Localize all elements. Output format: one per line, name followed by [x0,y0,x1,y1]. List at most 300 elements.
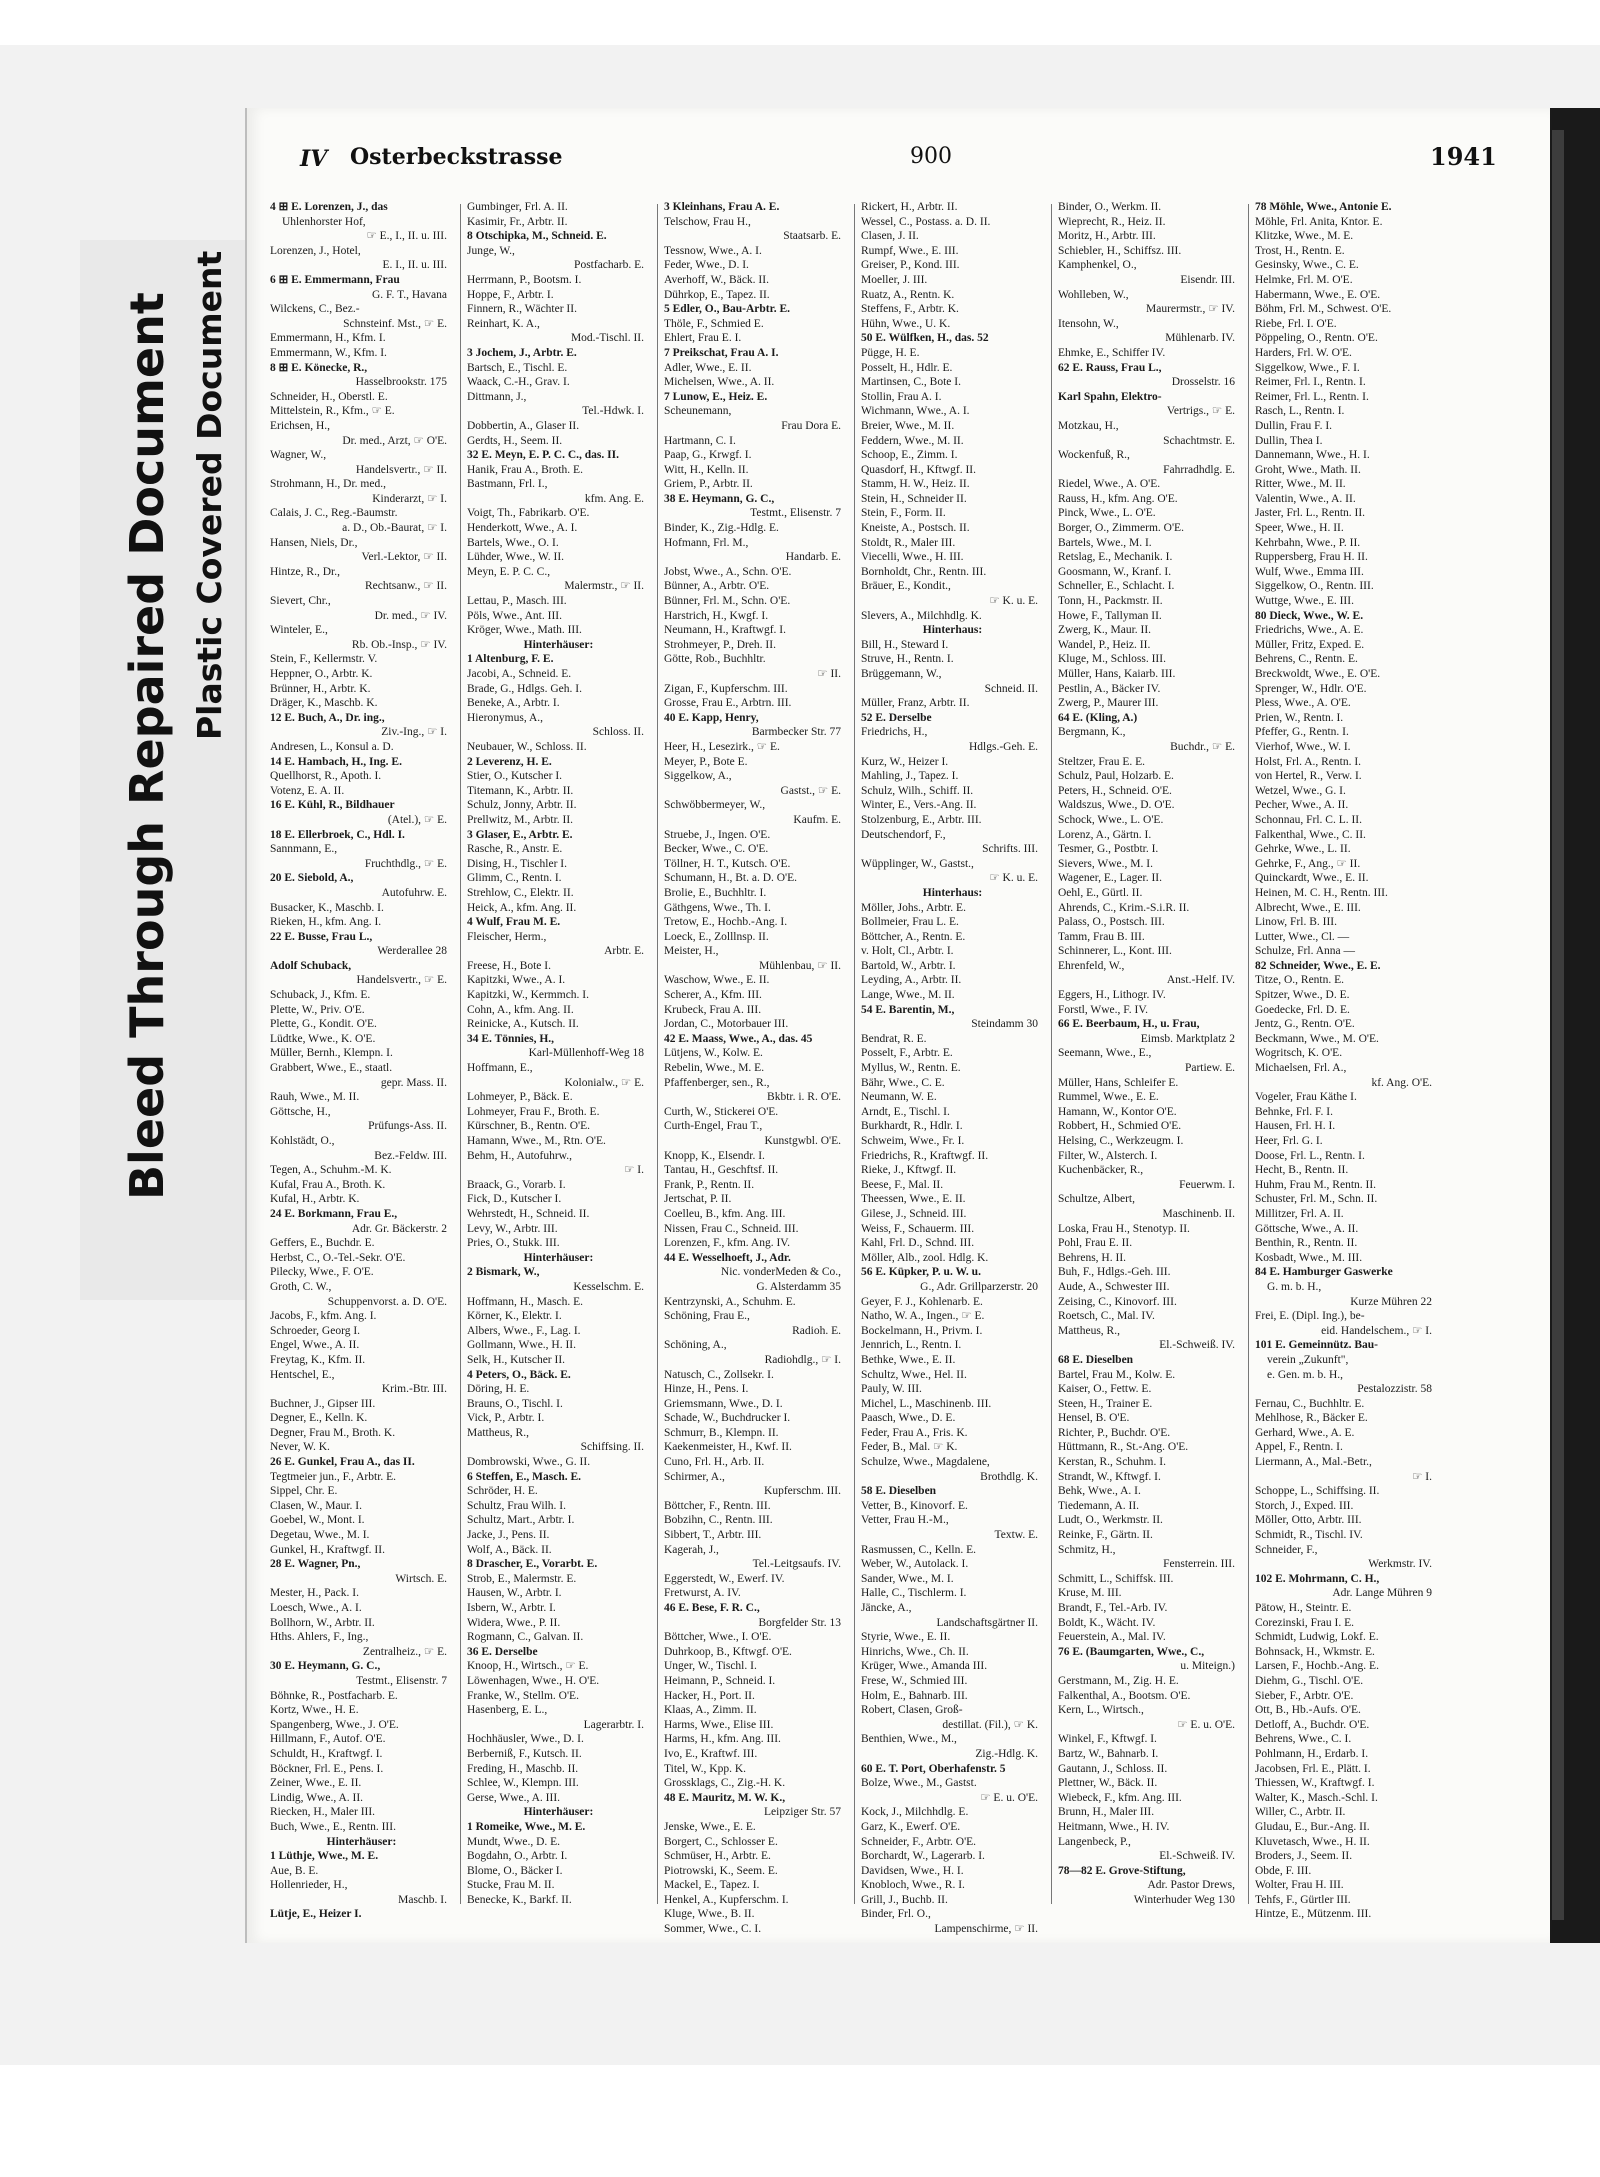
resident-entry: Schulze, Wwe., Magdalene, [861,1456,990,1469]
house-number-entry: 8 ⊞ E. Könecke, R., [270,361,368,374]
resident-entry: Brüggemann, W., [861,668,942,680]
resident-entry: Duhrkoop, B., Kftwgf. O'E. [664,1645,792,1658]
resident-entry: Greiser, P., Kond. III. [861,259,960,272]
resident-entry: Waschow, Wwe., E. II. [664,974,770,987]
resident-entry: Falkenthal, A., Bootsm. O'E. [1058,1689,1191,1702]
resident-entry: Michaelsen, Frl. A., [1255,1062,1347,1075]
resident-entry: Stoldt, R., Maler III. [861,536,956,549]
resident-entry: Behnke, Frl. F. I. [1255,1105,1333,1118]
resident-entry: Wockenfuß, R., [1058,449,1130,462]
resident-entry: Schneid. II. [984,682,1038,695]
resident-entry: Uhlenhorster Hof, [282,215,366,228]
resident-entry: Blome, O., Bäcker I. [467,1864,563,1877]
resident-entry: El.-Schweiß. IV. [1159,1339,1235,1352]
resident-entry: Bez.-Feldw. III. [374,1149,447,1162]
resident-entry: Pöls, Wwe., Ant. III. [467,609,562,622]
resident-entry: Bünner, A., Arbtr. O'E. [664,580,770,593]
resident-entry: Lorenz, A., Gärtn. I. [1058,828,1152,841]
resident-entry: Ruatz, A., Rentn. K. [861,288,955,301]
resident-entry: Borger, O., Zimmerm. O'E. [1058,522,1184,535]
resident-entry: Winkel, F., Kftwgf. I. [1058,1733,1157,1746]
resident-entry: Roetsch, C., Mal. IV. [1058,1310,1155,1323]
resident-entry: Kerstan, R., Schuhm. I. [1058,1456,1166,1469]
resident-entry: Verl.-Lektor, ☞ II. [361,551,447,564]
resident-entry: Votenz, E. A. II. [270,784,345,797]
resident-entry: Engel, Wwe., A. II. [270,1339,360,1352]
resident-entry: Rumpf, Wwe., E. III. [861,244,959,257]
resident-entry: Mester, H., Pack. I. [270,1587,359,1600]
resident-entry: Schiffsing. II. [580,1441,644,1454]
resident-entry: Kock, J., Milchhdlg. E. [861,1806,969,1819]
resident-entry: Rb. Ob.-Insp., ☞ IV. [351,638,447,651]
resident-entry: Riebe, Frl. I. O'E. [1255,317,1337,330]
house-number-entry: 84 E. Hamburger Gaswerke [1255,1266,1393,1279]
resident-entry: Wiebeck, F., kfm. Ang. III. [1058,1791,1182,1804]
resident-entry: Bohnsack, H., Wkmstr. E. [1255,1645,1375,1658]
resident-entry: Wandel, P., Heiz. II. [1058,638,1151,651]
resident-entry: Ivo, E., Kraftwf. III. [664,1747,758,1760]
resident-entry: Lütje, E., Heizer I. [270,1908,362,1921]
resident-entry: Binder, Frl. O., [861,1908,931,1921]
resident-entry: Posselt, H., Hdlr. E. [861,361,953,374]
resident-entry: Doose, Frl. L., Rentn. I. [1255,1149,1365,1162]
resident-entry: e. Gen. m. b. H., [1267,1368,1344,1381]
resident-entry: Prellwitz, M., Arbtr. II. [467,813,574,826]
resident-entry: Döring, H. E. [467,1383,530,1396]
house-number-entry: 3 Glaser, E., Arbtr. E. [467,828,573,841]
resident-entry: Schröder, H. E. [467,1485,538,1498]
resident-entry: Brandt, F., Tel.-Arb. IV. [1058,1602,1168,1614]
resident-entry: Wolf, A., Bäck. II. [467,1543,552,1556]
resident-entry: Herrmann, P., Bootsm. I. [467,273,582,286]
resident-entry: Degner, Frau M., Broth. K. [270,1426,396,1439]
resident-entry: Telschow, Frau H., [664,215,751,228]
house-number-entry: 3 Kleinhans, Frau A. E. [664,201,780,213]
resident-entry: Kasimir, Fr., Arbtr. II. [467,215,568,228]
resident-entry: Behrens, Wwe., C. I. [1255,1733,1352,1746]
resident-entry: Schroeder, Georg I. [270,1324,361,1337]
resident-entry: Reimer, Frl. I., Rentn. I. [1255,376,1366,389]
resident-entry: Wagener, E., Lager. II. [1058,872,1162,885]
resident-entry: Kaufm. E. [793,813,841,826]
resident-entry: Böttcher, F., Rentn. III. [664,1499,771,1512]
resident-entry: Schuldt, H., Kraftwgf. I. [270,1747,383,1760]
resident-entry: Grabbert, Wwe., E., staatl. [270,1062,393,1075]
resident-entry: Radiohdlg., ☞ I. [764,1353,841,1366]
resident-entry: Sprenger, W., Hdlr. O'E. [1255,682,1367,695]
resident-entry: Jacke, J., Pens. II. [467,1529,550,1542]
house-number-entry: 2 Bismark, W., [467,1266,540,1279]
resident-entry: Wagner, W., [270,449,327,462]
resident-entry: G. F. T., Havana [372,288,447,301]
resident-entry: Bogdahn, O., Arbtr. I. [467,1850,568,1863]
resident-entry: Möller, Johs., Arbtr. E. [861,901,966,914]
resident-entry: Rieke, J., Kftwgf. II. [861,1164,957,1177]
house-number-entry: 54 E. Barentin, M., [861,1003,955,1016]
resident-entry: Jertschat, P. II. [664,1193,732,1206]
resident-entry: Schweim, Wwe., Fr. I. [861,1135,965,1147]
resident-entry: Zwerg, P., Maurer III. [1058,697,1159,710]
resident-entry: Kahl, Frl. D., Schnd. III. [861,1237,975,1250]
resident-entry: Heitmann, Wwe., H. IV. [1058,1820,1170,1833]
resident-entry: Steltzer, Frau E. E. [1058,755,1146,768]
house-number-entry: 18 E. Ellerbroek, C., Hdl. I. [270,828,405,841]
resident-entry: Barmbecker Str. 77 [751,726,841,739]
resident-entry: Schmitt, L., Schiffsk. III. [1058,1572,1174,1585]
resident-entry: Sander, Wwe., M. I. [861,1572,954,1585]
resident-entry: Widera, Wwe., P. II. [467,1616,561,1629]
resident-entry: Degner, E., Kelln. K. [270,1412,368,1425]
resident-entry: Appel, F., Rentn. I. [1255,1441,1343,1454]
resident-entry: Schultze, Albert, [1058,1193,1135,1206]
resident-entry: Finnern, R., Wächter II. [467,303,577,316]
resident-entry: Reinke, F., Gärtn. II. [1058,1529,1153,1542]
resident-entry: Voigt, Th., Fabrikarb. O'E. [467,507,590,520]
resident-entry: Gunkel, H., Kraftwgf. II. [270,1543,385,1556]
resident-entry: Hinrichs, Wwe., Ch. II. [861,1645,969,1658]
resident-entry: Dullin, Frau F. I. [1255,419,1333,432]
house-number-entry: 4 Wulf, Frau M. E. [467,916,561,929]
resident-entry: Schade, W., Buchdrucker I. [664,1412,791,1425]
resident-entry: eid. Handelschem., ☞ I. [1321,1324,1432,1337]
resident-entry: Drosselstr. 16 [1171,376,1235,389]
resident-entry: Autofuhrw. E. [381,886,447,899]
resident-entry: Pöppeling, O., Rentn. O'E. [1255,332,1378,345]
resident-entry: Kentrzynski, A., Schuhm. E. [664,1295,796,1308]
resident-entry: Bill, H., Steward I. [861,638,949,651]
resident-entry: Tegtmeier jun., F., Arbtr. E. [270,1470,397,1483]
resident-entry: Holst, Frl. A., Rentn. I. [1255,755,1362,768]
resident-entry: Brünner, H., Arbtr. K. [270,682,371,695]
resident-entry: Handelsvertr., ☞ E. [356,974,447,987]
resident-entry: Leyding, A., Arbtr. II. [861,974,962,987]
resident-entry: Brade, G., Hdlgs. Geh. I. [467,682,582,695]
resident-entry: Jaster, Frl. L., Rentn. II. [1255,507,1366,520]
directory-column-5 [1058,200,1241,1910]
resident-entry: Hamann, Wwe., M., Rtn. O'E. [467,1135,606,1147]
resident-entry: Schloss. II. [592,726,644,739]
resident-entry: Landschaftsgärtner II. [936,1616,1038,1629]
resident-entry: Thöle, F., Schmied E. [664,317,764,330]
stamp-plastic-covered [190,251,229,740]
resident-entry: Breier, Wwe., M. II. [861,419,955,432]
resident-entry: kf. Ang. O'E. [1371,1076,1432,1089]
resident-entry: ☞ II. [817,668,841,680]
resident-entry: Feuerstein, A., Mal. IV. [1058,1631,1166,1644]
resident-entry: Schirmer, A., [664,1470,725,1483]
resident-entry: Feuerwm. I. [1179,1178,1235,1191]
resident-entry: Heer, H., Lesezirk., ☞ E. [664,740,780,753]
resident-entry: Mundt, Wwe., D. E. [467,1835,561,1848]
resident-entry: Schlee, W., Klempn. III. [467,1777,579,1790]
resident-entry: Bartel, Frau M., Kolw. E. [1058,1368,1176,1381]
house-number-entry: 12 E. Buch, A., Dr. ing., [270,711,385,724]
resident-entry: Hoffmann, H., Masch. E. [467,1295,584,1308]
house-number-entry: 7 Preikschat, Frau A. I. [664,346,779,359]
resident-entry: Gehrke, F., Ang., ☞ II. [1255,857,1361,870]
resident-entry: Hofmann, Frl. M., [664,536,749,549]
resident-entry: Buchner, J., Gipser III. [270,1397,376,1410]
section-heading: Hinterhäuser: [326,1835,397,1848]
resident-entry: Zig.-Hdlg. K. [975,1747,1038,1760]
resident-entry: Emmermann, W., Kfm. I. [270,346,387,359]
resident-entry: Arbtr. E. [604,945,644,958]
directory-column-3 [664,200,847,1936]
resident-entry: Kneiste, A., Postsch. II. [861,522,970,535]
resident-entry: Plette, W., Priv. O'E. [270,1003,365,1016]
resident-entry: Itensohn, W., [1058,317,1119,330]
resident-entry: Buh, F., Hdlgs.-Geh. III. [1058,1266,1171,1279]
resident-entry: Dannemann, Wwe., H. I. [1255,449,1370,462]
resident-entry: Schulz, Jonny, Arbtr. II. [467,799,577,812]
resident-entry: Borgfelder Str. 13 [758,1616,841,1629]
resident-entry: Krim.-Btr. III. [381,1383,447,1396]
resident-entry: Hüttmann, R., St.-Ang. O'E. [1058,1441,1189,1454]
resident-entry: Rasche, R., Anstr. E. [467,843,563,856]
resident-entry: Rogmann, C., Galvan. II. [467,1631,584,1644]
resident-entry: Glimm, C., Rentn. I. [467,872,562,885]
house-number-entry: 4 ⊞ E. Lorenzen, J., das [270,201,388,213]
resident-entry: Habermann, Wwe., E. O'E. [1255,288,1381,301]
resident-entry: Viecelli, Wwe., H. III. [861,551,964,564]
resident-entry: Neumann, W. E. [861,1091,937,1104]
resident-entry: Maschb. I. [398,1893,447,1906]
resident-entry: Lettau, P., Masch. III. [467,595,567,608]
resident-entry: Scheunemann, [664,405,732,418]
resident-entry: Struebe, J., Ingen. O'E. [664,828,771,841]
resident-entry: Schumann, H., Bt. a. D. O'E. [664,872,798,885]
resident-entry: Steindamm 30 [971,1018,1038,1031]
resident-entry: Bollmeier, Frau L. E. [861,916,959,929]
resident-entry: Kurz, W., Heizer I. [861,755,949,768]
directory-columns [270,200,1530,1936]
resident-entry: Richter, P., Buchdr. O'E. [1058,1426,1171,1439]
resident-entry: Hühn, Wwe., U. K. [861,317,951,330]
house-number-entry: 44 E. Wesselhoeft, J., Adr. [664,1251,791,1264]
resident-entry: verein „Zukunft", [1267,1353,1349,1366]
resident-entry: Berberniß, F., Kutsch. II. [467,1747,582,1760]
house-number-entry: 4 Peters, O., Bäck. E. [467,1368,571,1381]
resident-entry: Winterhuder Weg 130 [1133,1893,1235,1906]
resident-entry: Eggers, H., Lithogr. IV. [1058,989,1166,1002]
house-number-entry: 7 Lunow, E., Heiz. E. [664,390,768,403]
resident-entry: Möhle, Frl. Anita, Kntor. E. [1255,215,1383,228]
resident-entry: Schneider, F., Arbtr. O'E. [861,1835,977,1848]
resident-entry: Töllner, H. T., Kutsch. O'E. [664,857,791,870]
resident-entry: Bollhorn, W., Arbtr. II. [270,1616,375,1629]
resident-entry: Kohlstädt, O., [270,1135,335,1147]
resident-entry: Tel.-Leitgsaufs. IV. [752,1558,841,1571]
resident-entry: Weber, W., Autolack. I. [861,1558,969,1571]
resident-entry: Jacobs, F., kfm. Ang. I. [270,1310,377,1323]
resident-entry: Kunstgwbl. O'E. [764,1135,841,1147]
resident-entry: E. I., II. u. III. [382,259,447,272]
resident-entry: Spitzer, Wwe., D. E. [1255,989,1350,1002]
resident-entry: Löwenhagen, Wwe., H. O'E. [467,1674,600,1687]
house-number-entry: 34 E. Tönnies, H., [467,1032,555,1045]
resident-entry: Albers, Wwe., F., Lag. I. [467,1324,581,1337]
house-number-entry: 24 E. Borkmann, Frau E., [270,1207,398,1220]
house-number-entry: 22 E. Busse, Frau L., [270,930,373,943]
resident-entry: Riecken, H., Maler III. [270,1806,376,1819]
resident-entry: Loeck, E., Zolllnsp. II. [664,930,769,943]
resident-entry: Fick, D., Kutscher I. [467,1193,562,1206]
resident-entry: Meyn, E. P. C. C., [467,565,551,578]
resident-entry: Quasdorf, H., Kftwgf. II. [861,463,976,476]
resident-entry: Lorenzen, F., kfm. Ang. IV. [664,1237,790,1250]
resident-entry: u. Miteign.) [1180,1660,1235,1673]
column-divider [854,204,855,1904]
resident-entry: Hochhäusler, Wwe., D. I. [467,1733,584,1746]
resident-entry: Becker, Wwe., C. O'E. [664,843,769,856]
resident-entry: Karl-Müllenhoff-Weg 18 [528,1047,644,1060]
resident-entry: Handelsvertr., ☞ II. [355,463,447,476]
resident-entry: Maschinenb. II. [1162,1207,1235,1220]
resident-entry: Geffers, E., Buchdr. E. [270,1237,375,1250]
resident-entry: Grosse, Frau E., Arbtrn. III. [664,697,792,710]
house-number-entry: 68 E. Dieselben [1058,1353,1134,1366]
house-number-entry: 14 E. Hambach, H., Ing. E. [270,755,402,768]
resident-entry: Wüpplinger, W., Gastst., [861,857,974,870]
section-heading: Hinterhaus: [922,886,983,899]
resident-entry: Schock, Wwe., L. O'E. [1058,813,1164,826]
resident-entry: Degetau, Wwe., M. I. [270,1529,370,1542]
house-number-entry: 60 E. T. Port, Oberhafenstr. 5 [861,1762,1006,1775]
resident-entry: Plettner, W., Bäck. II. [1058,1777,1158,1790]
resident-entry: Diehm, G., Tischl. O'E. [1255,1674,1364,1687]
resident-entry: Paasch, Wwe., D. E. [861,1412,956,1425]
resident-entry: Heppner, O., Arbtr. K. [270,668,373,680]
facing-page-edge [1552,130,1564,1920]
resident-entry: Bünner, Frl. M., Schn. O'E. [664,595,791,608]
house-number-entry: 50 E. Wülfken, H., das. 52 [861,332,989,345]
resident-entry: Breckwoldt, Wwe., E. O'E. [1255,668,1381,680]
resident-entry: Freding, H., Maschb. II. [467,1762,579,1775]
resident-entry: Zentralheiz., ☞ E. [362,1645,447,1658]
resident-entry: Garz, K., Ewerf. O'E. [861,1820,961,1833]
resident-entry: Neumann, H., Kraftwgf. I. [664,624,786,637]
resident-entry: Sievers, Wwe., M. I. [1058,857,1153,870]
resident-entry: Friedrichs, H., [861,726,928,739]
resident-entry: Kluvetasch, Wwe., H. II. [1255,1835,1370,1848]
resident-entry: Schneller, E., Schlacht. I. [1058,580,1175,593]
resident-entry: Rieken, H., kfm. Ang. I. [270,916,382,929]
resident-entry: Friedrichs, R., Kraftwgf. II. [861,1149,989,1162]
resident-entry: Wulf, Wwe., Emma III. [1255,565,1364,578]
resident-entry: v. Holt, Cl., Arbtr. I. [861,945,954,958]
resident-entry: Moritz, H., Arbtr. III. [1058,230,1156,243]
resident-entry: Lutter, Wwe., Cl. — [1255,930,1350,943]
resident-entry: Hinze, H., Pens. I. [664,1383,749,1396]
resident-entry: Brunn, H., Maler III. [1058,1806,1155,1819]
resident-entry: Postfacharb. E. [574,259,644,272]
resident-entry: Albrecht, Wwe., E. III. [1255,901,1361,914]
resident-entry: Rauh, Wwe., M. II. [270,1091,360,1104]
resident-entry: Pilecky, Wwe., F. O'E. [270,1266,374,1279]
resident-entry: Unger, W., Tischl. I. [664,1660,757,1673]
resident-entry: Gautann, J., Schloss. II. [1058,1762,1168,1775]
resident-entry: Tamm, Frau B. III. [1058,930,1145,943]
house-number-entry: 38 E. Heymann, G. C., [664,492,775,505]
resident-entry: Schultz, Frau Wilh. I. [467,1499,566,1512]
resident-entry: Dr. med., ☞ IV. [374,609,447,622]
resident-entry: Schöning, Frau E., [664,1310,750,1323]
resident-entry: Strandt, W., Kftwgf. I. [1058,1470,1161,1483]
resident-entry: Siggelkow, A., [664,770,732,783]
resident-entry: Beckmann, Wwe., M. O'E. [1255,1032,1379,1045]
resident-entry: Quinckardt, Wwe., E. II. [1255,872,1369,885]
resident-entry: Behrens, C., Rentn. E. [1255,653,1358,666]
resident-entry: Vertrigs., ☞ E. [1166,405,1235,418]
resident-entry: Davidsen, Wwe., H. I. [861,1864,964,1877]
resident-entry: Struve, H., Rentn. I. [861,653,954,666]
resident-entry: Herbst, C., O.-Tel.-Sekr. O'E. [270,1251,406,1264]
resident-entry: Goebel, W., Mont. I. [270,1514,365,1527]
column-divider [460,204,461,1904]
resident-entry: Martinsen, C., Bote I. [861,376,961,389]
resident-entry: Vetter, B., Kinovorf. E. [861,1499,968,1512]
resident-entry: Arndt, E., Tischl. I. [861,1105,950,1118]
resident-entry: Handarb. E. [785,551,841,564]
resident-entry: Nic. vonderMeden & Co., [720,1266,841,1279]
house-number-entry: 46 E. Bese, F. R. C., [664,1602,760,1614]
resident-entry: Kuchenbäcker, R., [1058,1164,1144,1177]
resident-entry: Heer, Frl. G. I. [1255,1135,1323,1147]
resident-entry: Stamm, H. W., Heiz. II. [861,478,970,491]
resident-entry: Schachtmstr. E. [1163,434,1235,447]
resident-entry: Rickert, H., Arbtr. II. [861,201,958,213]
resident-entry: Gumbinger, Frl. A. II. [467,201,568,213]
resident-entry: Rebelin, Wwe., M. E. [664,1062,765,1075]
resident-entry: kfm. Ang. E. [584,492,644,505]
resident-entry: Frese, W., Schmied III. [861,1674,968,1687]
resident-entry: Harders, Frl. W. O'E. [1255,346,1352,359]
resident-entry: Jennrich, L., Rentn. I. [861,1339,962,1352]
resident-entry: ☞ K. u. E. [989,872,1038,885]
resident-entry: Kehrbahn, Wwe., P. II. [1255,536,1361,549]
house-number-entry: 32 E. Meyn, E. P. C. C., das. II. [467,449,619,462]
resident-entry: Curth, W., Stickerei O'E. [664,1105,779,1118]
resident-entry: Pfaffenberger, sen., R., [664,1076,770,1089]
resident-entry: Karl Spahn, Elektro- [1058,390,1162,403]
resident-entry: Zeising, C., Kinovorf. III. [1058,1295,1177,1308]
resident-entry: Schmüser, H., Arbtr. E. [664,1850,771,1863]
resident-entry: Boldt, K., Wächt. IV. [1058,1616,1156,1629]
resident-entry: Tehfs, F., Gürtler III. [1255,1893,1351,1906]
resident-entry: Kinderarzt, ☞ I. [372,492,447,505]
resident-entry: Wehrstedt, H., Schneid. II. [467,1207,590,1220]
resident-entry: Piotrowski, K., Seem. E. [664,1864,778,1877]
house-number-entry: 48 E. Mauritz, M. W. K., [664,1791,786,1804]
resident-entry: Rasch, L., Rentn. I. [1255,405,1345,418]
house-number-entry: 66 E. Beerbaum, H., u. Frau, [1058,1018,1200,1031]
resident-entry: Gerdts, H., Seem. II. [467,434,563,447]
resident-entry: Corezinski, Frau I. E. [1255,1616,1355,1629]
resident-entry: Eggerstedt, W., Ewerf. IV. [664,1572,785,1585]
resident-entry: Burkhardt, R., Hdlr. I. [861,1120,963,1133]
resident-entry: Müller, Fritz, Exped. E. [1255,638,1365,651]
resident-entry: Kröger, Wwe., Math. III. [467,624,582,637]
resident-entry: Bethke, Wwe., E. II. [861,1353,956,1366]
resident-entry: Hartmann, C. I. [664,434,736,447]
resident-entry: Trost, H., Rentn. E. [1255,244,1345,257]
house-number-entry: 28 E. Wagner, Pn., [270,1558,361,1571]
resident-entry: Plette, G., Kondit. O'E. [270,1018,377,1031]
resident-entry: Kruse, M. III. [1058,1587,1122,1600]
resident-entry: Sippel, Chr. E. [270,1485,338,1498]
resident-entry: Peters, H., Schneid. O'E. [1058,784,1172,797]
house-number-entry: 78 Möhle, Wwe., Antonie E. [1255,201,1392,213]
